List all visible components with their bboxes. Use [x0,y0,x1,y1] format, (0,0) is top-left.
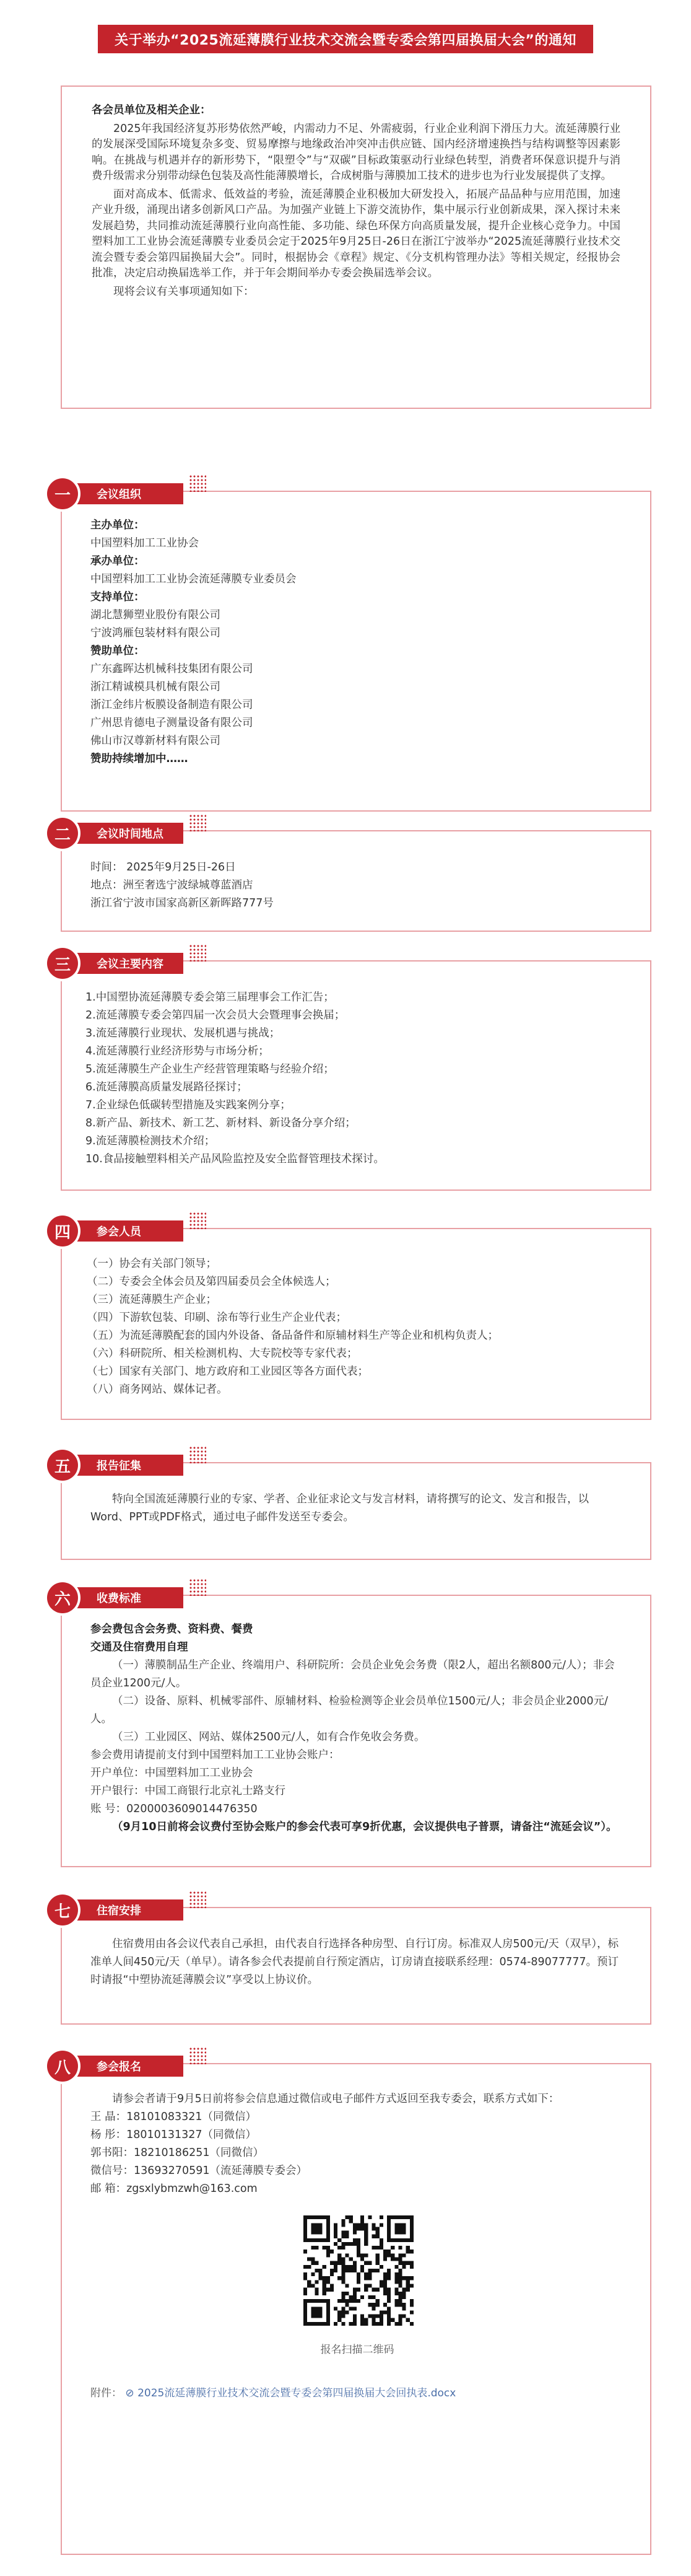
contact-line: 王 晶：18101083321（同微信） [90,2111,257,2123]
attachment-icon: ⊘ [125,2387,134,2399]
attachment-link[interactable]: 2025流延薄膜行业技术交流会暨专委会第四届换届大会回执表.docx [137,2387,456,2399]
assist-unit: 浙江精诚模具机械有限公司 [90,681,220,693]
account-bank: 开户银行：中国工商银行北京礼士路支行 [90,1785,285,1797]
agenda-item: 8.新产品、新技术、新工艺、新材料、新设备分享介绍； [85,1117,356,1129]
organizer-label: 主办单位： [90,519,145,532]
assist-unit: 浙江金纬片板膜设备制造有限公司 [90,699,253,711]
support-unit: 宁波鸿雁包装材料有限公司 [90,627,220,639]
support-unit: 湖北慧狮塑业股份有限公司 [90,609,220,621]
dots-decoration [189,1579,206,1596]
section-title: 会议主要内容 [73,953,183,974]
fee-item: （一）薄膜制品生产企业、终端用户、科研院所：会员企业免会务费（限2人，超出名额800元/人）；非会员企业1200元/人。 [90,1659,615,1689]
attendee-item: （二）专委会全体会员及第四届委员会全体候选人； [87,1276,336,1288]
support-label: 支持单位： [90,591,145,603]
section-title: 参会人员 [73,1220,183,1242]
section-registration [54,2058,651,2555]
section-time-place [54,825,651,932]
qr-code[interactable] [303,2215,414,2326]
attendee-item: （六）科研院所、相关检测机构、大专院校等专家代表； [87,1347,358,1360]
account-number: 账 号：0200003609014476350 [90,1803,258,1815]
section-agenda [54,955,651,1191]
section-title: 住宿安排 [73,1899,183,1921]
fee-self-paid: 交通及住宿费用自理 [90,1641,188,1654]
agenda-item: 10.食品接触塑料相关产品风险监控及安全监督管理技术探讨。 [85,1153,385,1165]
assist-unit: 广州思肯德电子测量设备有限公司 [90,717,253,729]
section-title: 会议时间地点 [73,823,183,844]
attendee-item: （三）流延薄膜生产企业； [87,1294,217,1306]
agenda-item: 4.流延薄膜行业经济形势与市场分析； [85,1045,269,1058]
agenda-item: 6.流延薄膜高质量发展路径探讨； [85,1081,248,1093]
dots-decoration [189,814,206,831]
section-number: 七 [47,1895,78,1925]
remit-instruction: 参会费用请提前支付到中国塑料加工工业协会账户： [90,1749,340,1761]
intro-paragraph: 现将会议有关事项通知如下： [113,285,254,298]
sponsor-more: 赞助持续增加中…… [90,753,188,765]
section-title: 报告征集 [73,1455,183,1476]
attachment-row [90,2384,456,2399]
report-text: 特向全国流延薄膜行业的专家、学者、企业征求论文与发言材料，请将撰写的论文、发言和报告，以Word、PPT或PDF格式，通过电子邮件发送至专委会。 [90,1493,589,1523]
section-organization [54,486,651,812]
attachment-label: 附件： [90,2387,122,2399]
section-reports [54,1457,651,1560]
section-accommodation [54,1902,651,2025]
section-number: 二 [47,818,78,849]
agenda-item: 2.流延薄膜专委会第四届一次会员大会暨理事会换届； [85,1009,346,1022]
dots-decoration [189,944,206,962]
meeting-address: 浙江省宁波市国家高新区新晖路777号 [90,897,274,909]
section-number: 四 [47,1216,78,1246]
attendee-item: （四）下游软包装、印刷、涂布等行业生产企业代表； [87,1312,347,1324]
agenda-item: 7.企业绿色低碳转型措施及实践案例分享； [85,1099,291,1111]
attendee-item: （一）协会有关部门领导； [87,1258,217,1270]
fee-includes: 参会费包含会务费、资料费、餐费 [90,1623,253,1636]
qr-caption: 报名扫描二维码 [320,2344,394,2356]
agenda-item: 1.中国塑协流延薄膜专委会第三届理事会工作汇告； [85,991,334,1004]
contact-line: 杨 彤：18010131327（同微信） [90,2129,257,2141]
section-title: 会议组织 [73,483,183,504]
intro-paragraph: 面对高成本、低需求、低效益的考验，流延薄膜企业积极加大研发投入，拓展产品品种与应用范围，加速产业升级，涌现出诸多创新风口产品。为加强产业链上下游交流协作，集中展示行业创新成果，深入探讨未来发展趋势，共同推动流延薄膜行业向高性能、多功能、绿色环保方向高质量发展，提升企业核心竞争力。中国塑料加工工业协会流延薄膜专业委员会定于2025年9月25日-26日在浙江宁波举办“2025流延薄膜行业技术交流会暨专委会第四届换届大会”。同时，根据协会《章程》规定、《分支机构管理办法》等相关规定，经报协会批准，决定启动换届选举工作，并于年会期间举办专委会换届选举会议。 [92,188,620,279]
section-fees [54,1590,651,1867]
assist-unit: 广东鑫晖达机械科技集团有限公司 [90,663,253,675]
intro-box [61,85,651,409]
attendee-item: （五）为流延薄膜配套的国内外设备、备品备件和原辅材料生产等企业和机构负责人； [87,1330,498,1342]
registration-intro: 请参会者请于9月5日前将参会信息通过微信或电子邮件方式返回至我专委会，联系方式如下： [112,2093,560,2105]
salutation: 各会员单位及相关企业： [92,104,211,116]
contact-line: 微信号：13693270591（流延薄膜专委会） [90,2165,307,2177]
discount-note: （9月10日前将会议费付至协会账户的参会代表可享9折优惠，会议提供电子普票，请备注“流延会议”）。 [112,1821,617,1833]
contact-line: 郭书阳：18210186251（同微信） [90,2147,264,2159]
section-number: 五 [47,1450,78,1481]
agenda-item: 5.流延薄膜生产企业生产经营管理策略与经验介绍； [85,1063,334,1076]
dots-decoration [189,1891,206,1908]
fee-item: （二）设备、原料、机械零部件、原辅材料、检验检测等企业会员单位1500元/人；非会员企业2000元/人。 [90,1695,608,1725]
host-name: 中国塑料加工工业协会流延薄膜专业委员会 [90,573,297,585]
host-label: 承办单位： [90,555,145,567]
notice-title: 关于举办“2025流延薄膜行业技术交流会暨专委会第四届换届大会”的通知 [98,25,593,53]
accommodation-text: 住宿费用由各会议代表自己承担，由代表自行选择各种房型、自行订房。标准双人房500元/天（双早），标准单人间450元/天（单早）。请各参会代表提前自行预定酒店，订房请直接联系经理：0574-89077777。预订时请报“中塑协流延薄膜会议”享受以上协议价。 [90,1938,619,1986]
dots-decoration [189,2047,206,2064]
dots-decoration [189,1446,206,1463]
agenda-item: 3.流延薄膜行业现状、发展机遇与挑战； [85,1027,280,1040]
organizer-name: 中国塑料加工工业协会 [90,537,199,550]
section-number: 八 [47,2051,78,2082]
fee-item: （三）工业园区、网站、媒体2500元/人，如有合作免收会务费。 [112,1731,425,1743]
attendee-item: （八）商务网站、媒体记者。 [87,1383,228,1396]
dots-decoration [189,475,206,492]
assist-unit: 佛山市汉尊新材料有限公司 [90,735,220,747]
dots-decoration [189,1212,206,1229]
section-number: 六 [47,1582,78,1613]
section-attendees [54,1223,651,1420]
agenda-item: 9.流延薄膜检测技术介绍； [85,1135,215,1147]
section-number: 一 [47,478,78,509]
meeting-place: 地点：洲至奢选宁波绿城尊蓝酒店 [90,879,253,892]
section-title: 参会报名 [73,2056,183,2077]
section-number: 三 [47,948,78,979]
contact-email[interactable]: 邮 箱：zgsxlybmzwh@163.com [90,2183,258,2195]
meeting-time: 时间： 2025年9月25日-26日 [90,861,236,874]
intro-paragraph: 2025年我国经济复苏形势依然严峻，内需动力不足、外需疲弱，行业企业利润下滑压力大。流延薄膜行业的发展深受国际环境复杂多变、贸易摩擦与地缘政治冲突冲击供应链、国内经济增速换挡与结构调整等因素影响。在挑战与机遇并存的新形势下，“限塑令”与“双碳”目标政策驱动行业绿色转型，消费者环保意识提升与消费升级需求分别带动绿色包装及高性能薄膜增长，合成树脂与薄膜加工技术的进步也为行业发展提供了支撑。 [92,122,620,182]
section-title: 收费标准 [73,1587,183,1608]
assist-label: 赞助单位： [90,645,145,657]
attendee-item: （七）国家有关部门、地方政府和工业园区等各方面代表； [87,1365,368,1378]
account-name: 开户单位：中国塑料加工工业协会 [90,1767,253,1779]
